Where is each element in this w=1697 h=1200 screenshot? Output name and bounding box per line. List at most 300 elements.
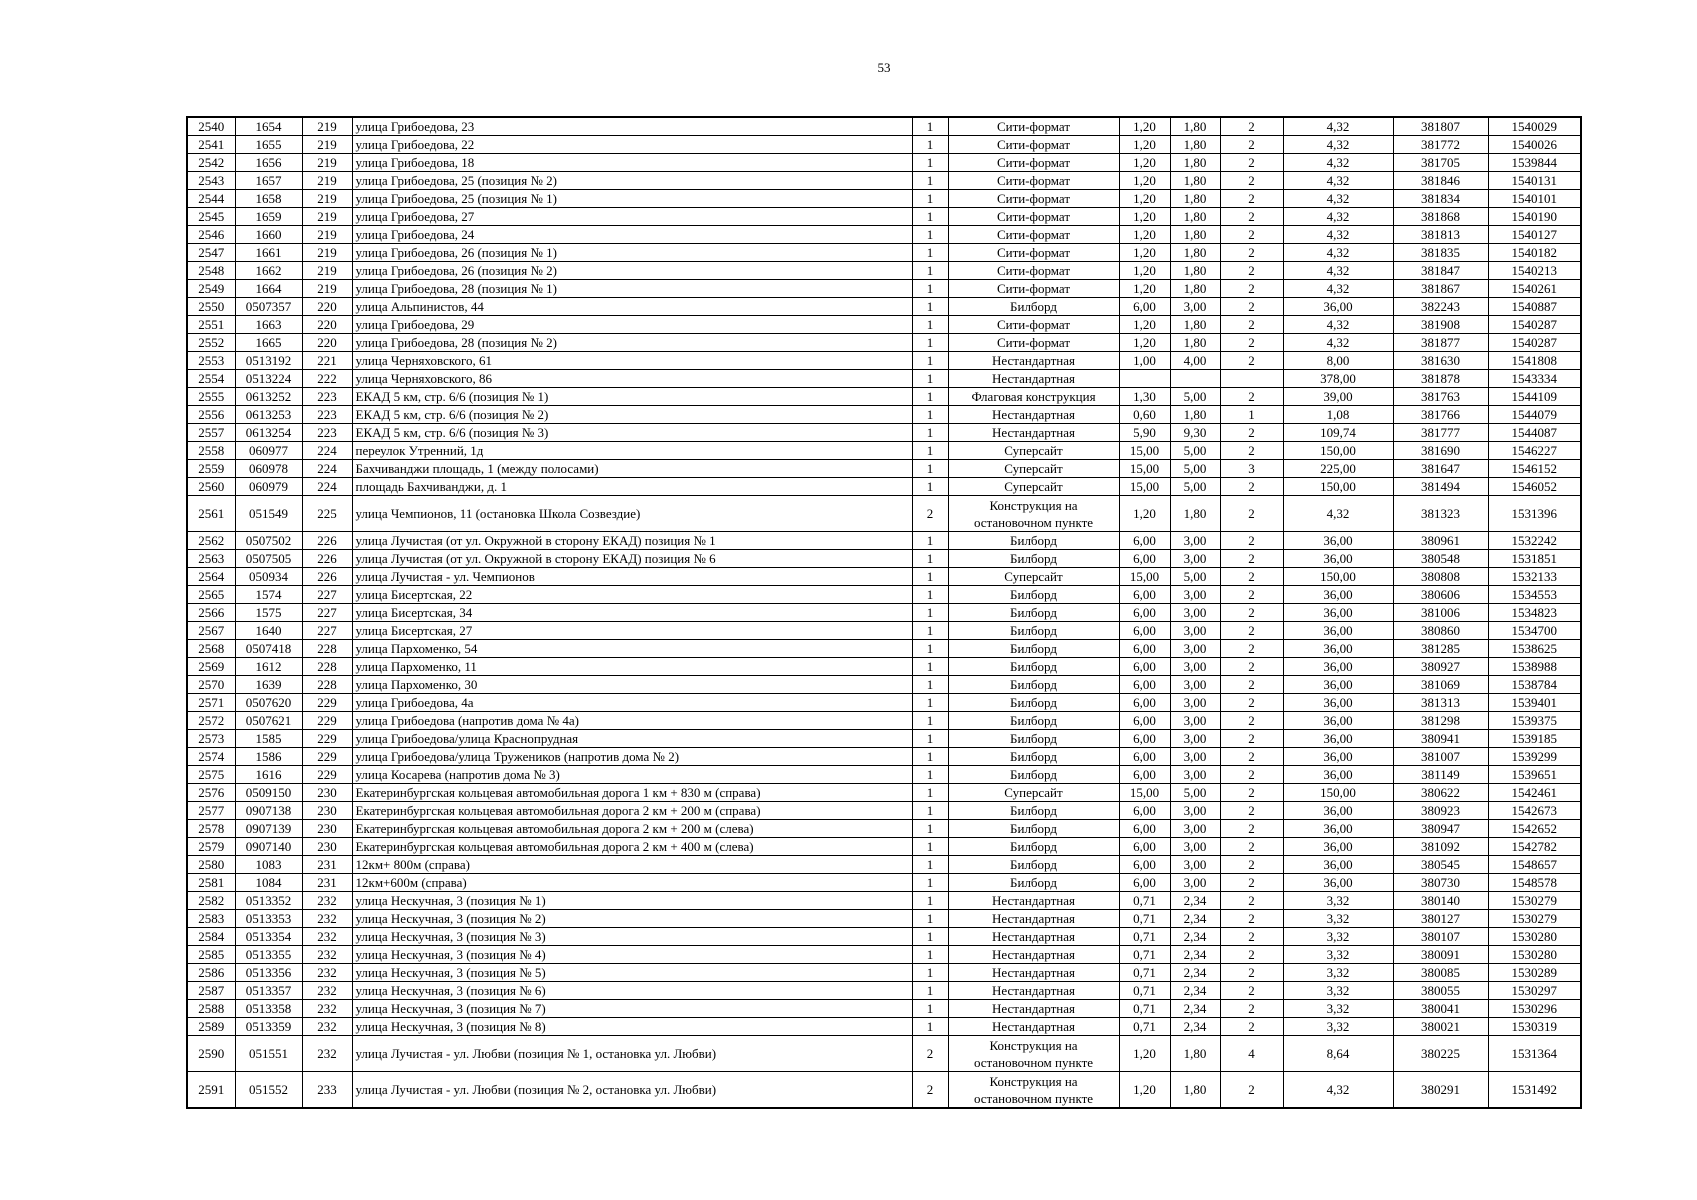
cell-zone-number: 223 [302,388,352,406]
cell-address: улица Грибоедова, 4а [352,694,912,712]
cell-width: 15,00 [1119,442,1170,460]
cell-area: 36,00 [1283,622,1393,640]
cell-address: ЕКАД 5 км, стр. 6/6 (позиция № 3) [352,424,912,442]
cell-sides-count: 2 [912,1036,948,1072]
cell-address: улица Нескучная, 3 (позиция № 6) [352,982,912,1000]
cell-area: 3,32 [1283,892,1393,910]
cell-construction-type: Суперсайт [948,478,1119,496]
cell-construction-type: Сити-формат [948,136,1119,154]
cell-coord-x: 381313 [1393,694,1488,712]
cell-address: улица Грибоедова (напротив дома № 4а) [352,712,912,730]
table-row [187,586,1581,604]
cell-area: 36,00 [1283,586,1393,604]
cell-zone-number: 230 [302,820,352,838]
cell-height: 3,00 [1170,874,1220,892]
cell-construction-type: Билборд [948,298,1119,316]
cell-register-number: 0613252 [235,388,302,406]
cell-coord-y: 1539651 [1488,766,1581,784]
cell-coord-y: 1540026 [1488,136,1581,154]
cell-coord-y: 1538988 [1488,658,1581,676]
table-row [187,190,1581,208]
cell-width: 1,20 [1119,1036,1170,1072]
cell-coord-y: 1540213 [1488,262,1581,280]
cell-row-number: 2551 [187,316,235,334]
cell-area: 8,64 [1283,1036,1393,1072]
cell-height: 5,00 [1170,442,1220,460]
cell-address: улица Косарева (напротив дома № 3) [352,766,912,784]
cell-address: улица Грибоедова/улица Тружеников (напротив дома № 2) [352,748,912,766]
cell-faces-count: 2 [1220,532,1283,550]
cell-construction-type: Нестандартная [948,892,1119,910]
cell-register-number: 1084 [235,874,302,892]
cell-row-number: 2549 [187,280,235,298]
cell-area: 378,00 [1283,370,1393,388]
cell-coord-x: 380021 [1393,1018,1488,1036]
cell-coord-y: 1530280 [1488,928,1581,946]
cell-coord-y: 1534700 [1488,622,1581,640]
table-row [187,676,1581,694]
cell-coord-y: 1540190 [1488,208,1581,226]
cell-faces-count: 2 [1220,226,1283,244]
cell-width: 1,20 [1119,117,1170,136]
cell-sides-count: 1 [912,802,948,820]
table-row [187,460,1581,478]
cell-address: улица Нескучная, 3 (позиция № 3) [352,928,912,946]
cell-faces-count: 2 [1220,298,1283,316]
table-row [187,928,1581,946]
cell-sides-count: 1 [912,442,948,460]
cell-sides-count: 1 [912,892,948,910]
cell-sides-count: 1 [912,928,948,946]
cell-coord-x: 380606 [1393,586,1488,604]
cell-faces-count: 2 [1220,388,1283,406]
cell-area: 36,00 [1283,532,1393,550]
cell-area: 1,08 [1283,406,1393,424]
cell-faces-count: 2 [1220,892,1283,910]
cell-area: 4,32 [1283,1072,1393,1109]
cell-sides-count: 1 [912,874,948,892]
table-row [187,712,1581,730]
cell-sides-count: 1 [912,748,948,766]
cell-coord-x: 380941 [1393,730,1488,748]
cell-area: 36,00 [1283,838,1393,856]
cell-sides-count: 1 [912,982,948,1000]
cell-coord-y: 1530279 [1488,910,1581,928]
cell-row-number: 2564 [187,568,235,586]
cell-register-number: 1616 [235,766,302,784]
cell-height: 3,00 [1170,622,1220,640]
cell-register-number: 0507502 [235,532,302,550]
cell-address: улица Нескучная, 3 (позиция № 5) [352,964,912,982]
cell-zone-number: 229 [302,694,352,712]
cell-construction-type: Нестандартная [948,406,1119,424]
table-row [187,532,1581,550]
cell-coord-x: 381006 [1393,604,1488,622]
cell-sides-count: 1 [912,910,948,928]
cell-row-number: 2567 [187,622,235,640]
cell-address: улица Грибоедова, 28 (позиция № 2) [352,334,912,352]
cell-register-number: 1661 [235,244,302,262]
cell-register-number: 1640 [235,622,302,640]
cell-register-number: 0507357 [235,298,302,316]
cell-coord-y: 1542673 [1488,802,1581,820]
cell-faces-count: 2 [1220,190,1283,208]
cell-height: 1,80 [1170,280,1220,298]
cell-row-number: 2585 [187,946,235,964]
cell-address: улица Бисертская, 34 [352,604,912,622]
cell-row-number: 2572 [187,712,235,730]
cell-address: Екатеринбургская кольцевая автомобильная дорога 2 км + 400 м (слева) [352,838,912,856]
table-row [187,982,1581,1000]
cell-zone-number: 227 [302,586,352,604]
cell-row-number: 2555 [187,388,235,406]
cell-coord-x: 381878 [1393,370,1488,388]
cell-row-number: 2568 [187,640,235,658]
cell-coord-x: 380730 [1393,874,1488,892]
cell-address: улица Пархоменко, 54 [352,640,912,658]
cell-area: 4,32 [1283,172,1393,190]
cell-zone-number: 223 [302,406,352,424]
cell-coord-x: 380927 [1393,658,1488,676]
cell-height: 1,80 [1170,334,1220,352]
cell-row-number: 2556 [187,406,235,424]
cell-width: 6,00 [1119,712,1170,730]
cell-coord-x: 381149 [1393,766,1488,784]
cell-row-number: 2548 [187,262,235,280]
cell-width [1119,370,1170,388]
cell-zone-number: 232 [302,1036,352,1072]
cell-coord-y: 1530280 [1488,946,1581,964]
cell-sides-count: 1 [912,280,948,298]
cell-register-number: 0513359 [235,1018,302,1036]
cell-faces-count: 2 [1220,856,1283,874]
cell-row-number: 2587 [187,982,235,1000]
cell-coord-x: 381705 [1393,154,1488,172]
cell-area: 36,00 [1283,748,1393,766]
cell-width: 6,00 [1119,802,1170,820]
cell-area: 150,00 [1283,568,1393,586]
cell-width: 6,00 [1119,604,1170,622]
cell-address: площадь Бахчиванджи, д. 1 [352,478,912,496]
cell-coord-x: 381835 [1393,244,1488,262]
cell-coord-y: 1542652 [1488,820,1581,838]
cell-address: улица Нескучная, 3 (позиция № 7) [352,1000,912,1018]
cell-area: 3,32 [1283,1018,1393,1036]
cell-construction-type: Нестандартная [948,1000,1119,1018]
cell-coord-y: 1531396 [1488,496,1581,532]
cell-coord-x: 381092 [1393,838,1488,856]
cell-area: 4,32 [1283,117,1393,136]
cell-sides-count: 1 [912,424,948,442]
cell-width: 6,00 [1119,730,1170,748]
cell-height: 5,00 [1170,460,1220,478]
cell-register-number: 0513353 [235,910,302,928]
cell-address: 12км+ 800м (справа) [352,856,912,874]
table-row [187,298,1581,316]
cell-row-number: 2554 [187,370,235,388]
cell-zone-number: 229 [302,730,352,748]
cell-coord-y: 1539844 [1488,154,1581,172]
cell-width: 1,20 [1119,154,1170,172]
table-row [187,154,1581,172]
cell-construction-type: Суперсайт [948,784,1119,802]
cell-row-number: 2550 [187,298,235,316]
cell-zone-number: 219 [302,280,352,298]
cell-row-number: 2543 [187,172,235,190]
cell-zone-number: 226 [302,568,352,586]
cell-height: 3,00 [1170,730,1220,748]
cell-sides-count: 1 [912,730,948,748]
cell-coord-y: 1539401 [1488,694,1581,712]
cell-sides-count: 1 [912,604,948,622]
cell-sides-count: 1 [912,298,948,316]
cell-row-number: 2571 [187,694,235,712]
cell-height: 4,00 [1170,352,1220,370]
cell-construction-type: Билборд [948,838,1119,856]
cell-register-number: 1662 [235,262,302,280]
cell-height: 2,34 [1170,946,1220,964]
table-container [186,116,1582,1109]
table-row [187,172,1581,190]
cell-faces-count: 2 [1220,658,1283,676]
cell-register-number: 0513357 [235,982,302,1000]
cell-address: 12км+600м (справа) [352,874,912,892]
cell-register-number: 0509150 [235,784,302,802]
cell-register-number: 0513358 [235,1000,302,1018]
cell-register-number: 0907140 [235,838,302,856]
cell-register-number: 0513224 [235,370,302,388]
cell-height: 3,00 [1170,658,1220,676]
cell-construction-type: Сити-формат [948,244,1119,262]
cell-area: 36,00 [1283,640,1393,658]
cell-address: улица Черняховского, 86 [352,370,912,388]
cell-width: 6,00 [1119,874,1170,892]
cell-area: 109,74 [1283,424,1393,442]
table-row [187,1072,1581,1109]
cell-coord-x: 381494 [1393,478,1488,496]
cell-register-number: 1083 [235,856,302,874]
cell-width: 6,00 [1119,298,1170,316]
cell-coord-x: 381777 [1393,424,1488,442]
cell-construction-type: Билборд [948,622,1119,640]
cell-construction-type: Билборд [948,874,1119,892]
cell-faces-count: 2 [1220,117,1283,136]
cell-height: 3,00 [1170,694,1220,712]
cell-construction-type: Суперсайт [948,442,1119,460]
cell-faces-count: 2 [1220,802,1283,820]
cell-width: 0,71 [1119,892,1170,910]
cell-coord-x: 381834 [1393,190,1488,208]
cell-address: улица Альпинистов, 44 [352,298,912,316]
cell-coord-y: 1546052 [1488,478,1581,496]
cell-construction-type: Нестандартная [948,424,1119,442]
page-number: 53 [877,60,891,75]
cell-height: 2,34 [1170,964,1220,982]
cell-coord-x: 381690 [1393,442,1488,460]
table-row [187,784,1581,802]
cell-width: 6,00 [1119,694,1170,712]
cell-coord-x: 382243 [1393,298,1488,316]
table-row [187,370,1581,388]
cell-address: улица Грибоедова, 28 (позиция № 1) [352,280,912,298]
table-row [187,910,1581,928]
cell-width: 5,90 [1119,424,1170,442]
cell-construction-type: Сити-формат [948,280,1119,298]
cell-coord-y: 1546227 [1488,442,1581,460]
cell-height: 5,00 [1170,478,1220,496]
cell-zone-number: 232 [302,1018,352,1036]
cell-register-number: 1663 [235,316,302,334]
cell-register-number: 1658 [235,190,302,208]
cell-coord-x: 381766 [1393,406,1488,424]
cell-faces-count: 2 [1220,820,1283,838]
cell-area: 36,00 [1283,298,1393,316]
cell-faces-count: 2 [1220,676,1283,694]
cell-sides-count: 1 [912,694,948,712]
cell-zone-number: 232 [302,982,352,1000]
cell-address: улица Чемпионов, 11 (остановка Школа Созвездие) [352,496,912,532]
cell-height: 3,00 [1170,748,1220,766]
cell-coord-x: 381285 [1393,640,1488,658]
cell-height: 3,00 [1170,550,1220,568]
cell-zone-number: 230 [302,838,352,856]
cell-height: 3,00 [1170,712,1220,730]
cell-row-number: 2573 [187,730,235,748]
table-row [187,424,1581,442]
cell-zone-number: 228 [302,676,352,694]
cell-height: 3,00 [1170,766,1220,784]
cell-height [1170,370,1220,388]
cell-faces-count: 2 [1220,712,1283,730]
table-row [187,1000,1581,1018]
cell-area: 4,32 [1283,316,1393,334]
cell-register-number: 0513355 [235,946,302,964]
table-row [187,478,1581,496]
cell-coord-y: 1531492 [1488,1072,1581,1109]
cell-row-number: 2560 [187,478,235,496]
cell-area: 36,00 [1283,856,1393,874]
cell-row-number: 2575 [187,766,235,784]
cell-row-number: 2578 [187,820,235,838]
cell-width: 1,20 [1119,244,1170,262]
cell-sides-count: 1 [912,856,948,874]
cell-row-number: 2540 [187,117,235,136]
cell-faces-count: 2 [1220,730,1283,748]
cell-coord-y: 1541808 [1488,352,1581,370]
cell-zone-number: 219 [302,154,352,172]
cell-register-number: 1574 [235,586,302,604]
cell-height: 2,34 [1170,1000,1220,1018]
table-row [187,1018,1581,1036]
cell-construction-type: Билборд [948,694,1119,712]
cell-zone-number: 224 [302,478,352,496]
data-table [186,116,1582,1109]
cell-area: 4,32 [1283,334,1393,352]
cell-coord-x: 380055 [1393,982,1488,1000]
cell-zone-number: 224 [302,442,352,460]
cell-register-number: 0613254 [235,424,302,442]
cell-zone-number: 231 [302,874,352,892]
table-row [187,568,1581,586]
cell-row-number: 2580 [187,856,235,874]
cell-width: 15,00 [1119,460,1170,478]
cell-register-number: 1612 [235,658,302,676]
cell-row-number: 2565 [187,586,235,604]
cell-sides-count: 1 [912,1018,948,1036]
table-row [187,226,1581,244]
cell-zone-number: 233 [302,1072,352,1109]
cell-height: 3,00 [1170,604,1220,622]
cell-width: 0,71 [1119,928,1170,946]
cell-area: 4,32 [1283,190,1393,208]
cell-coord-x: 381867 [1393,280,1488,298]
cell-faces-count: 2 [1220,424,1283,442]
cell-coord-y: 1531364 [1488,1036,1581,1072]
cell-zone-number: 219 [302,244,352,262]
cell-row-number: 2590 [187,1036,235,1072]
cell-address: Екатеринбургская кольцевая автомобильная дорога 2 км + 200 м (слева) [352,820,912,838]
cell-row-number: 2576 [187,784,235,802]
cell-faces-count: 2 [1220,910,1283,928]
cell-register-number: 0507620 [235,694,302,712]
cell-zone-number: 225 [302,496,352,532]
cell-height: 2,34 [1170,982,1220,1000]
cell-faces-count: 2 [1220,766,1283,784]
cell-address: улица Лучистая - ул. Любви (позиция № 1, остановка ул. Любви) [352,1036,912,1072]
cell-faces-count: 2 [1220,694,1283,712]
cell-width: 15,00 [1119,478,1170,496]
cell-height: 5,00 [1170,784,1220,802]
cell-faces-count: 2 [1220,1000,1283,1018]
cell-coord-y: 1534823 [1488,604,1581,622]
cell-width: 0,71 [1119,946,1170,964]
cell-faces-count: 4 [1220,1036,1283,1072]
cell-sides-count: 1 [912,172,948,190]
cell-construction-type: Нестандартная [948,946,1119,964]
cell-faces-count: 2 [1220,622,1283,640]
cell-zone-number: 232 [302,910,352,928]
cell-coord-x: 381323 [1393,496,1488,532]
table-row [187,496,1581,532]
cell-sides-count: 1 [912,820,948,838]
cell-address: Бахчиванджи площадь, 1 (между полосами) [352,460,912,478]
cell-width: 1,20 [1119,1072,1170,1109]
cell-height: 3,00 [1170,802,1220,820]
cell-coord-y: 1544087 [1488,424,1581,442]
cell-address: улица Грибоедова/улица Краснопрудная [352,730,912,748]
cell-area: 4,32 [1283,208,1393,226]
cell-width: 0,71 [1119,910,1170,928]
cell-zone-number: 228 [302,658,352,676]
cell-faces-count: 2 [1220,568,1283,586]
cell-faces-count: 2 [1220,334,1283,352]
cell-coord-x: 381763 [1393,388,1488,406]
cell-address: улица Нескучная, 3 (позиция № 2) [352,910,912,928]
cell-zone-number: 221 [302,352,352,370]
cell-zone-number: 231 [302,856,352,874]
cell-construction-type: Билборд [948,586,1119,604]
cell-zone-number: 220 [302,298,352,316]
cell-width: 0,60 [1119,406,1170,424]
cell-width: 6,00 [1119,550,1170,568]
cell-register-number: 1585 [235,730,302,748]
cell-register-number: 0907139 [235,820,302,838]
cell-height: 1,80 [1170,1036,1220,1072]
cell-address: улица Бисертская, 27 [352,622,912,640]
cell-zone-number: 226 [302,532,352,550]
cell-construction-type: Билборд [948,748,1119,766]
cell-area: 36,00 [1283,766,1393,784]
